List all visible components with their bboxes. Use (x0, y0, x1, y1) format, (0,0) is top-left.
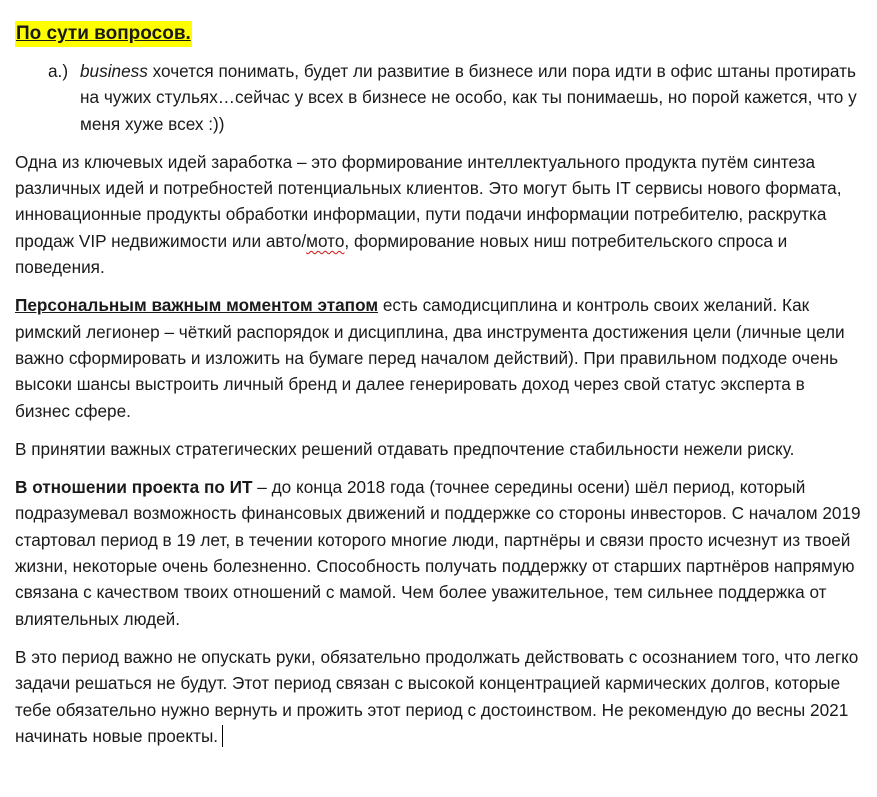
paragraph-period (15, 644, 863, 749)
paragraph-ideas (15, 149, 863, 280)
paragraph-ideas-text-2: , формирование новых ниш потребительского спроса и поведения. (15, 230, 788, 278)
paragraph-it-project-text: – до конца 2018 года (точнее середины осени) шёл период, который подразумевал возможность финансовых движений и поддержке со стороны инвесторов. С началом 2019 стартовал период в 19 лет, в течении которого многие люди, партнёры и связи просто исчезнут из твоей жизни, некоторые очень болезненно. Способность получать поддержку от старших партнёров напрямую связана с качеством твоих отношений с мамой. Чем более уважительное, тем сильнее поддержка от влиятельных людей. (15, 477, 861, 629)
list-item (15, 58, 863, 137)
paragraph-it-project (15, 474, 863, 632)
list-marker: a.) (48, 61, 69, 81)
spellcheck-underlined-word[interactable]: мото (306, 230, 345, 251)
list-item-text: хочется понимать, будет ли развитие в бизнесе или пора идти в офис штаны протирать на чужих стульях…сейчас у всех в бизнесе не особо, как ты понимаешь, но порой кажется, что у меня хуже всех :)) (80, 61, 857, 134)
paragraph-personal-text: есть самодисциплина и контроль своих желаний. Как римский легионер – чёткий распорядок и дисциплина, два инструмента достижения цели (личные цели важно сформировать и изложить на бумаге перед началом действий). При правильном подходе очень высоки шансы выстроить личный бренд и далее генерировать доход через свой статус эксперта в бизнес сфере. (15, 295, 845, 421)
paragraph-it-project-lead: В отношении проекта по ИТ (15, 477, 253, 498)
section-heading: По сути вопросов. (15, 21, 192, 47)
paragraph-personal (15, 292, 863, 423)
paragraph-personal-lead: Персональным важным моментом этапом (15, 295, 379, 316)
paragraph-period-text: В это период важно не опускать руки, обязательно продолжать действовать с осознанием того, что легко задачи решаться не будут. Этот период связан с высокой концентрацией кармических долгов, которые тебе обязательно нужно вернуть и прожить этот период с достоинством. Не рекомендую до весны 2021 начинать новые проекты. (15, 646, 859, 746)
text-cursor (222, 725, 223, 747)
paragraph-ideas-text-1: Одна из ключевых идей заработка – это формирование интеллектуального продукта путём синтеза различных идей и потребностей потенциальных клиентов. Это могут быть IT сервисы нового формата, инновационные продукты обработки информации, пути подачи информации потребителю, раскрутка продаж VIP недвижимости или авто/ (15, 151, 842, 251)
paragraph-decisions: В принятии важных стратегических решений отдавать предпочтение стабильности нежели риску. (15, 438, 795, 459)
list-item-lead: business (80, 61, 148, 81)
